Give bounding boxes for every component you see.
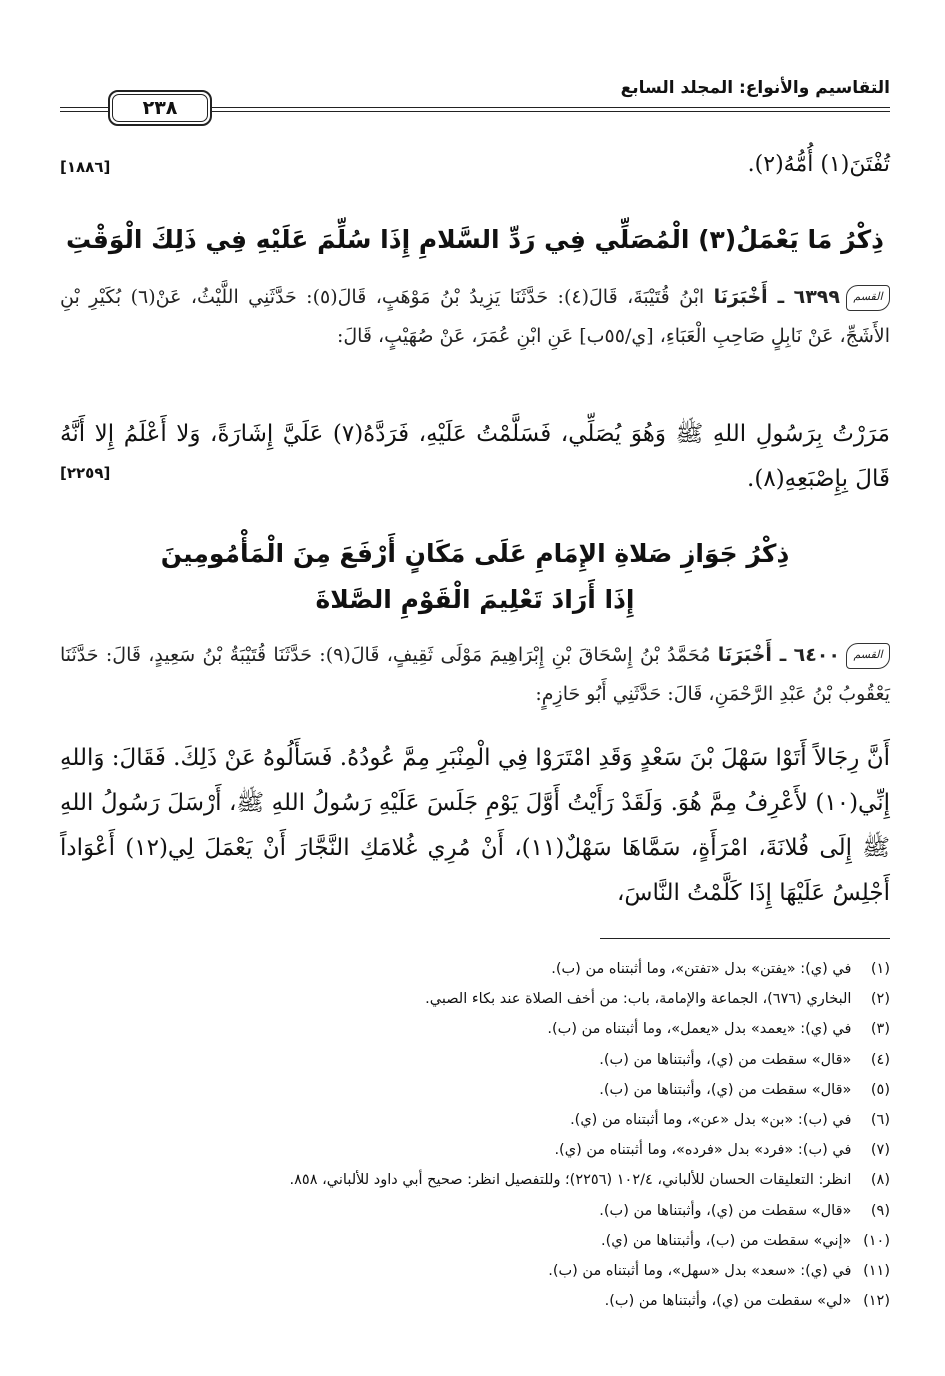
hadith-matn — [60, 736, 890, 916]
hadith-reference: [٢٢٥٩] — [60, 464, 111, 482]
isnad-text: مُحَمَّدُ بْنُ إِسْحَاقَ بْنِ إِبْرَاهِيمَ مَوْلَى ثَقِيفٍ، قَالَ(٩): حَدَّثَنَا قُتَيْبَةُ بْنُ سَعِيدٍ، قَالَ: حَدَّثَنَا يَعْقُوبُ بْنُ عَبْدِ الرَّحْمَنِ، قَالَ: حَدَّثَنِي أَبُو حَازِمٍ: — [60, 644, 890, 705]
section-badge-icon: القسم — [846, 285, 890, 311]
hadith-number: ٦٣٩٩ — [793, 286, 840, 308]
isnad-text: ابْنُ قُتَيْبَةَ، قَالَ(٤): حَدَّثَنَا يَزِيدُ بْنُ مَوْهَبٍ، قَالَ(٥): حَدَّثَنِي اللَّيْثُ، عَنْ(٦) بُكَيْرِ بْنِ الأَشَجِّ، عَنْ نَابِلٍ صَاحِبِ الْعَبَاءِ، [ي/٥٥ب] عَنِ ابْنِ عُمَرَ، عَنْ صُهَيْبٍ، قَالَ: — [60, 286, 890, 347]
page-header — [60, 72, 890, 130]
footnote: (١٠) «إني» سقطت من (ب)، وأثبتناها من (ي). — [601, 1232, 890, 1249]
footnotes — [60, 954, 890, 1316]
footnote: (٣) في (ي): «يعمد» بدل «يعمل»، وما أثبتناه من (ب). — [547, 1021, 890, 1038]
footnote: (١١) في (ي): «سعد» بدل «سهل»، وما أثبتناه من (ب). — [548, 1262, 890, 1279]
hadith-reference: [١٨٨٦] — [60, 158, 111, 176]
footnote: (٢) البخاري (٦٧٦)، الجماعة والإمامة، باب: من أخف الصلاة عند بكاء الصبي. — [425, 991, 890, 1008]
hadith-matn — [60, 412, 890, 502]
matn-text: مَرَرْتُ بِرَسُولِ اللهِ ﷺ وَهُوَ يُصَلِّي، فَسَلَّمْتُ عَلَيْهِ، فَرَدَّهُ(٧) عَلَيَّ إِشَارَةً، وَلا أَعْلَمُ إِلا أَنَّهُ قَالَ بِإِصْبَعِهِ(٨). — [60, 421, 890, 492]
chapter-heading: ذِكْرُ مَا يَعْمَلُ(٣) الْمُصَلِّي فِي رَدِّ السَّلامِ إِذَا سُلِّمَ عَلَيْهِ فِي ذَلِكَ الْوَقْتِ — [66, 225, 884, 254]
section-badge-icon: القسم — [846, 643, 890, 669]
akhbarana-label: ـ أَخْبَرَنَا — [713, 286, 785, 308]
hadith-isnad — [60, 278, 890, 356]
footnote: (٥) «قال» سقطت من (ي)، وأثبتناها من (ب). — [599, 1081, 890, 1098]
footnote: (١) في (ي): «يفتن» بدل «تفتن»، وما أثبتناه من (ب). — [551, 961, 890, 977]
footnote: (٤) «قال» سقطت من (ي)، وأثبتناها من (ب). — [599, 1051, 890, 1068]
hadith-isnad — [60, 636, 890, 714]
continuation-text: تُفْتَنَ(١) أُمُّهُ(٢). — [747, 152, 890, 177]
chapter-heading-line2: إِذَا أَرَادَ تَعْلِيمَ الْقَوْمِ الصَّلاةَ — [315, 585, 635, 614]
footnote: (١٢) «لي» سقطت من (ي)، وأثبتناها من (ب). — [604, 1293, 890, 1310]
page-number-box — [108, 90, 212, 126]
footnote: (٩) «قال» سقطت من (ي)، وأثبتناها من (ب). — [599, 1202, 890, 1219]
continuation-line — [60, 150, 890, 190]
hadith-number: ٦٤٠٠ — [793, 644, 840, 666]
footnote-divider — [600, 938, 890, 939]
akhbarana-label: ـ أَخْبَرَنَا — [717, 644, 787, 666]
footnote: (٧) في (ب): «فرد» بدل «فرده»، وما أثبتناه من (ي). — [554, 1142, 890, 1159]
footnote: (٦) في (ب): «بن» بدل «عن»، وما أثبتناه من (ي). — [570, 1111, 890, 1128]
page-number: ٢٣٨ — [112, 94, 208, 122]
footnote: (٨) انظر: التعليقات الحسان للألباني، ١٠٢/٤ (٢٢٥٦)؛ وللتفصيل انظر: صحيح أبي داود للألباني، ٨٥٨. — [289, 1172, 890, 1189]
running-title: التقاسيم والأنواع: المجلد السابع — [620, 78, 890, 98]
matn-text: أَنَّ رِجَالاً أَتَوْا سَهْلَ بْنَ سَعْدٍ وَقَدِ امْتَرَوْا فِي الْمِنْبَرِ مِمَّ عُودُهُ. فَسَأَلُوهُ عَنْ ذَلِكَ. فَقَالَ: وَاللهِ إِنِّي(١٠) لأَعْرِفُ مِمَّ هُوَ. وَلَقَدْ رَأَيْتُ أَوَّلَ يَوْمِ جَلَسَ عَلَيْهِ رَسُولُ اللهِ ﷺ، أَرْسَلَ رَسُولُ اللهِ ﷺ إِلَى فُلانَةَ، امْرَأَةٍ، سَمَّاهَا سَهْلٌ(١١)، أَنْ مُرِي غُلامَكِ النَّجَّارَ أَنْ يَعْمَلَ لِي(١٢) أَعْوَاداً أَجْلِسُ عَلَيْهَا إِذَا كَلَّمْتُ النَّاسَ، — [60, 745, 890, 906]
chapter-heading-line1: ذِكْرُ جَوَازِ صَلاةِ الإِمَامِ عَلَى مَكَانٍ أَرْفَعَ مِنَ الْمَأْمُومِينَ — [160, 539, 790, 568]
